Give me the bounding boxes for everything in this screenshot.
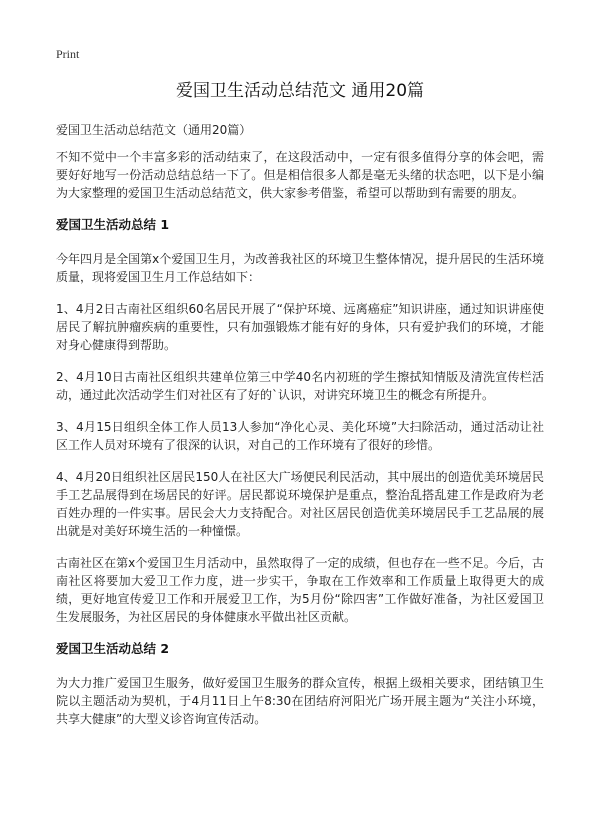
section-paragraph: 古南社区在第x个爱国卫生月活动中，虽然取得了一定的成绩，但也存在一些不足。今后，古南社区将要加大爱卫工作力度，进一步实干，争取在工作效率和工作质量上取得更大的成绩，更好地宣传爱卫工作和开展爱卫工作，为5月份“除四害”工作做好准备，为社区爱国卫生发展服务，为社区居民的身体健康水平做出社区贡献。 bbox=[56, 556, 544, 624]
section-paragraph: 4、4月20日组织社区居民150人在社区大广场便民利民活动，其中展出的创造优美环境居民手工艺品展得到在场居民的好评。居民都说环境保护是重点，整治乱搭乱建工作是政府为老百姓办理的一件实事。居民会大力支持配合。对社区居民创造优美环境居民手工艺品展的展出就是对美好环境生活的一种憧憬。 bbox=[56, 470, 544, 538]
section-2 bbox=[56, 640, 544, 728]
section-paragraph: 今年四月是全国第x个爱国卫生月，为改善我社区的环境卫生整体情况，提升居民的生活环境质量，现将爱国卫生月工作总结如下： bbox=[56, 252, 544, 284]
section-paragraph: 2、4月10日古南社区组织共建单位第三中学40名内初班的学生擦拭知情版及清洗宣传栏活动，通过此次活动学生们对社区有了好的`认识，对讲究环境卫生的概念有所提升。 bbox=[56, 370, 544, 402]
print-link[interactable]: Print bbox=[56, 47, 80, 61]
section-heading: 爱国卫生活动总结 2 bbox=[56, 641, 170, 656]
section-paragraph: 1、4月2日古南社区组织60名居民开展了“保护环境、远离癌症”知识讲座，通过知识讲座使居民了解抗肿瘤疾病的重要性，只有加强锻炼才能有好的身体，只有爱护我们的环境，才能对身心健康得到帮助。 bbox=[56, 302, 544, 352]
document-title: 爱国卫生活动总结范文 通用20篇 bbox=[175, 81, 425, 101]
intro-paragraph: 不知不觉中一个丰富多彩的活动结束了，在这段活动中，一定有很多值得分享的体会吧，需要好好地写一份活动总结总结一下了。但是相信很多人都是毫无头绪的状态吧，以下是小编为大家整理的爱国卫生活动总结范文，供大家参考借鉴，希望可以帮助到有需要的朋友。 bbox=[56, 150, 544, 200]
document-subtitle: 爱国卫生活动总结范文（通用20篇） bbox=[56, 123, 252, 137]
section-paragraph: 为大力推广爱国卫生服务，做好爱国卫生服务的群众宣传，根据上级相关要求，团结镇卫生院以主题活动为契机，于4月11日上午8:30在团结府河阳光广场开展主题为“关注小环境，共享大健康”的大型义诊咨询宣传活动。 bbox=[56, 676, 544, 726]
section-1 bbox=[56, 216, 544, 626]
section-paragraph: 3、4月15日组织全体工作人员13人参加“净化心灵、美化环境”大扫除活动，通过活动让社区工作人员对环境有了很深的认识，对自己的工作环境有了很好的珍惜。 bbox=[56, 420, 544, 452]
section-heading: 爱国卫生活动总结 1 bbox=[56, 217, 170, 232]
